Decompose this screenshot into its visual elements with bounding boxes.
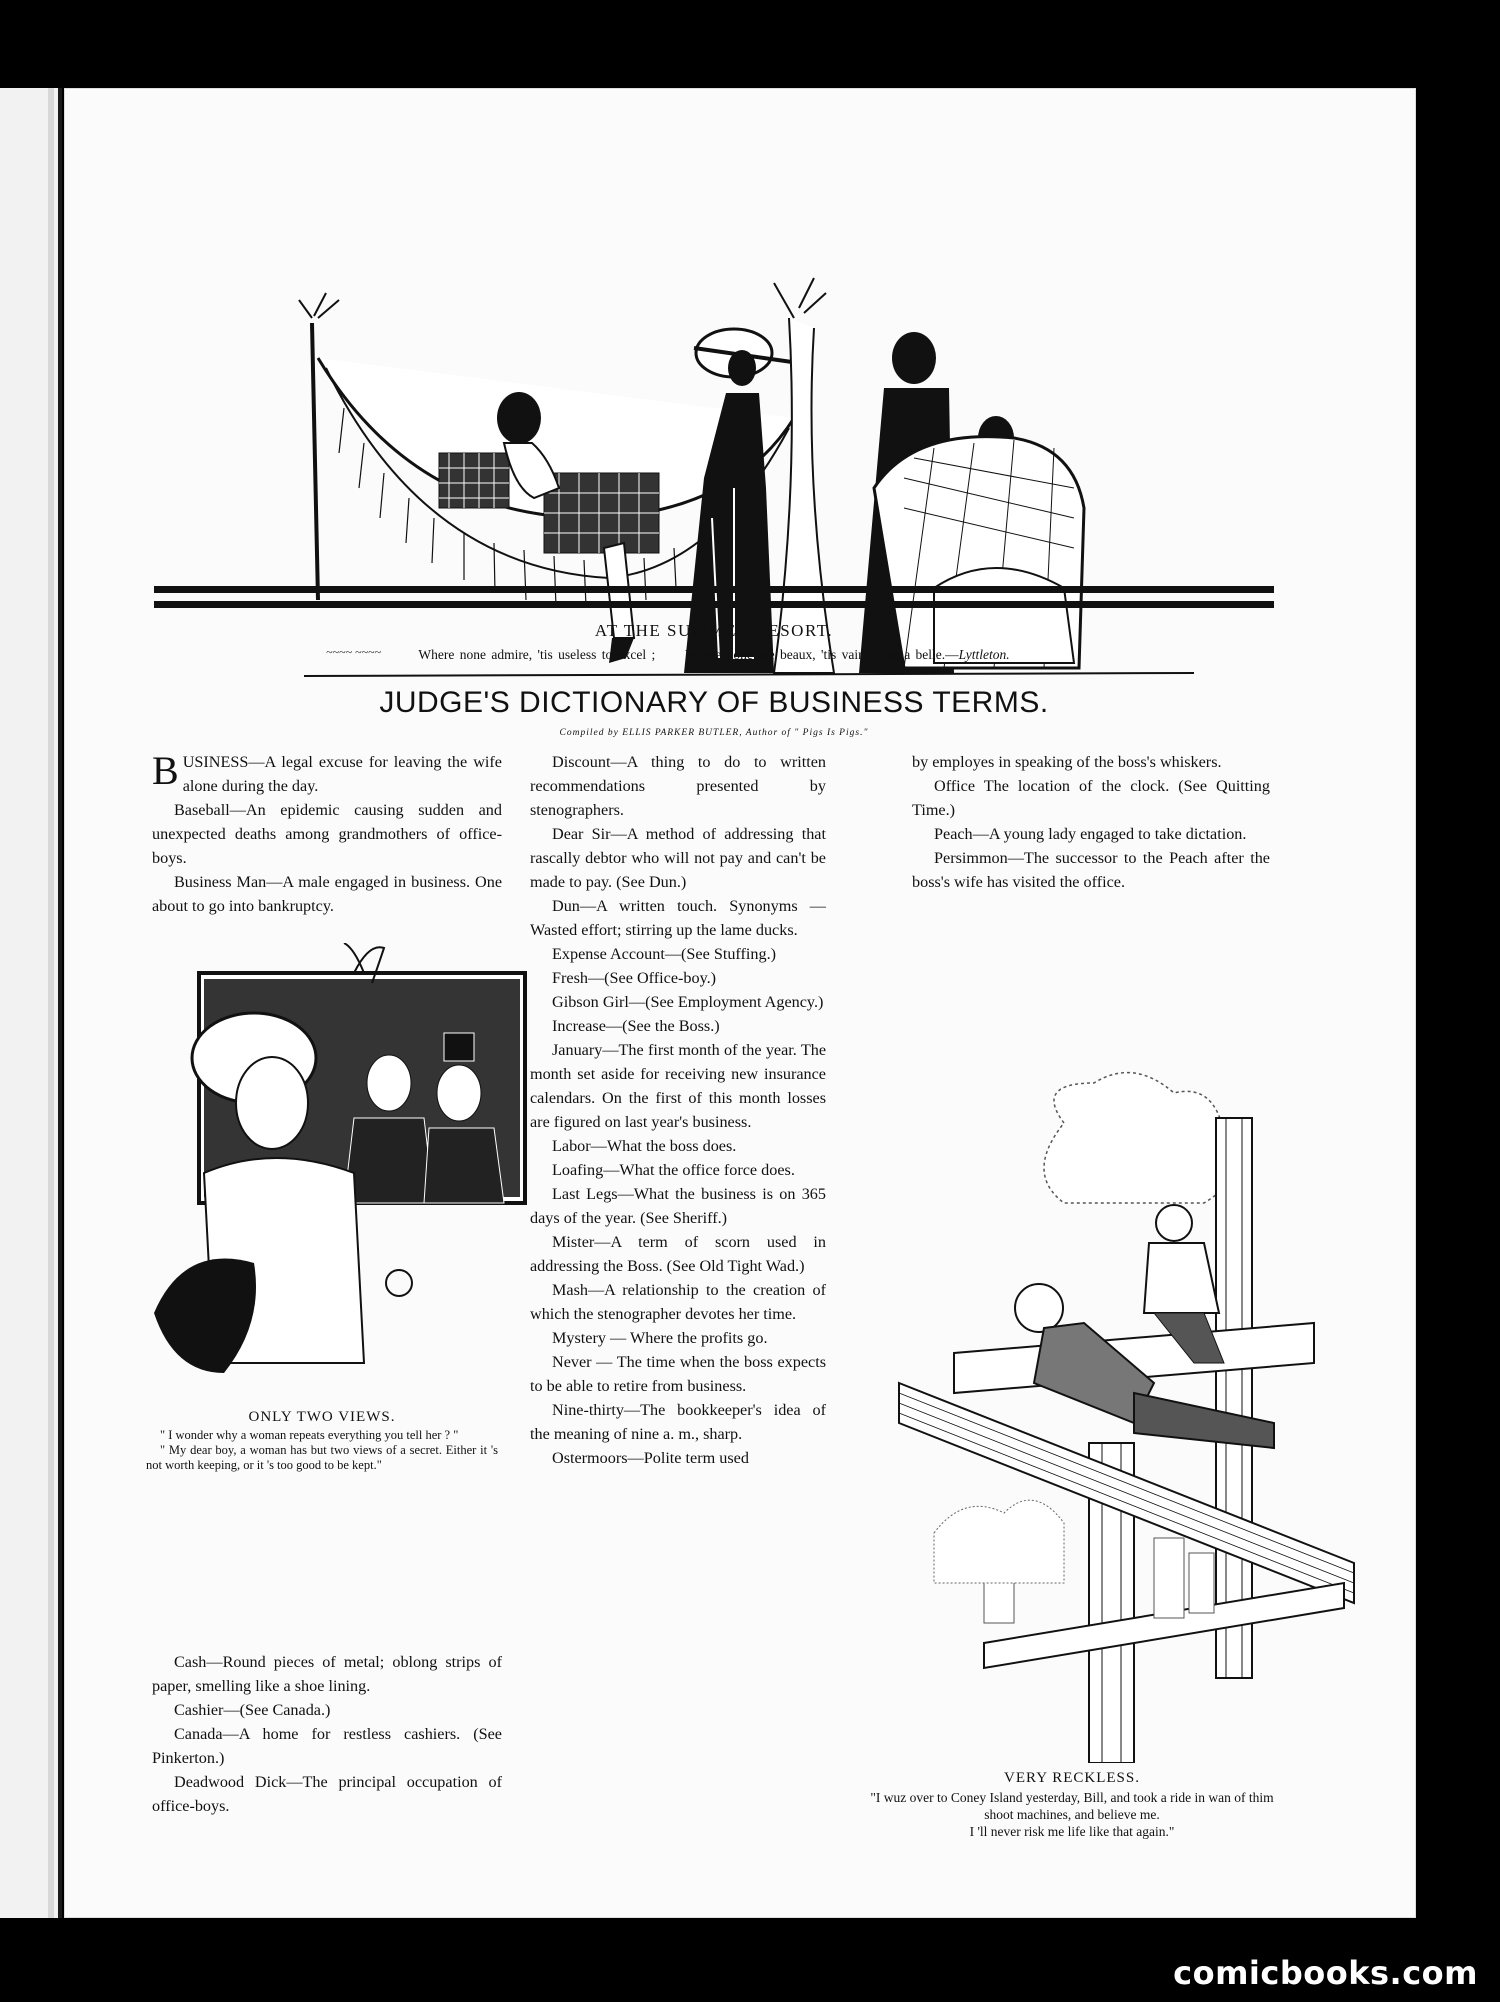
entry-cash: Cash—Round pieces of metal; oblong strips of paper, smelling like a shoe lining.	[152, 1653, 502, 1695]
caption-line-1: "I wuz over to Coney Island yesterday, Bill, and took a ride in wan of thim shoot machines, and believe me.	[870, 1790, 1274, 1822]
entry-nine-thirty: Nine-thirty—The bookkeeper's idea of the meaning of nine a. m., sharp.	[530, 1401, 826, 1443]
double-rule	[154, 586, 1274, 608]
column-2	[530, 750, 826, 1470]
entry-canada: Canada—A home for restless cashiers. (See Pinkerton.)	[152, 1725, 502, 1767]
entry-fresh: Fresh—(See Office-boy.)	[552, 969, 717, 987]
entry-ostermoors-continued: by employes in speaking of the boss's whiskers.	[912, 753, 1222, 771]
entry-cashier: Cashier—(See Canada.)	[174, 1701, 331, 1719]
entry-business-man: Business Man—A male engaged in business. One about to go into bankruptcy.	[152, 873, 502, 915]
entry-dun: Dun—A written touch. Synonyms —Wasted effort; stirring up the lame ducks.	[530, 897, 826, 939]
entry-mister: Mister—A term of scorn used in addressing the Boss. (See Old Tight Wad.)	[530, 1233, 826, 1275]
quote-part-1: Where none admire, 'tis useless to excel ;	[418, 647, 656, 662]
entry-mash: Mash—A relationship to the creation of which the stenographer devotes her time.	[530, 1281, 826, 1323]
entry-office: Office The location of the clock. (See Quitting Time.)	[912, 777, 1270, 819]
entry-peach: Peach—A young lady engaged to take dictation.	[934, 825, 1247, 843]
caption-line-1: " I wonder why a woman repeats everything you tell her ? "	[160, 1428, 459, 1442]
article-byline: Compiled by ELLIS PARKER BUTLER, Author of " Pigs Is Pigs."	[559, 728, 869, 738]
column-1	[152, 750, 502, 918]
only-two-views-title: ONLY TWO VIEWS.	[248, 1409, 396, 1425]
summer-resort-caption	[154, 621, 1274, 663]
summer-resort-title: AT THE SUMMER RESORT.	[594, 621, 834, 640]
entry-business: BUSINESS—A legal excuse for leaving the wife alone during the day.	[152, 748, 502, 795]
entry-mystery: Mystery — Where the profits go.	[552, 1329, 768, 1347]
entry-persimmon: Persimmon—The successor to the Peach after the boss's wife has visited the office.	[912, 849, 1270, 891]
summer-resort-illustration	[214, 188, 1324, 683]
entry-labor: Labor—What the boss does.	[552, 1137, 737, 1155]
column-1-continued	[152, 1650, 502, 1818]
entry-expense-account: Expense Account—(See Stuffing.)	[552, 945, 777, 963]
very-reckless-caption	[856, 1770, 1288, 1840]
article-heading: JUDGE'S DICTIONARY OF BUSINESS TERMS.	[379, 686, 1049, 719]
only-two-views-illustration	[144, 943, 532, 1403]
entry-baseball: Baseball—An epidemic causing sudden and unexpected deaths among grandmothers of office-boys.	[152, 801, 502, 867]
entry-increase: Increase—(See the Boss.)	[552, 1017, 720, 1035]
entry-last-legs: Last Legs—What the business is on 365 days of the year. (See Sheriff.)	[530, 1185, 826, 1227]
magazine-page	[64, 88, 1416, 1918]
entry-loafing: Loafing—What the office force does.	[552, 1161, 795, 1179]
quote-author: Lyttleton.	[958, 647, 1010, 662]
entry-gibson-girl: Gibson Girl—(See Employment Agency.)	[552, 993, 824, 1011]
entry-ostermoors: Ostermoors—Polite term used	[552, 1449, 749, 1467]
site-watermark: comicbooks.com	[1173, 1954, 1478, 1992]
very-reckless-title: VERY RECKLESS.	[1004, 1770, 1140, 1786]
only-two-views-caption	[146, 1410, 498, 1473]
very-reckless-illustration	[834, 1063, 1364, 1763]
drop-cap: B	[152, 748, 179, 793]
caption-line-2: " My dear boy, a woman has but two views of a secret. Either it 's not worth keeping, or it 's too good to be kept."	[146, 1443, 498, 1472]
svg-text:~~~~ ~~~~: ~~~~ ~~~~	[326, 645, 381, 659]
entry-january: January—The first month of the year. The month set aside for receiving new insurance calendars. On the first of this month losses are figured on last year's business.	[530, 1041, 826, 1131]
summer-resort-quote	[154, 647, 1274, 663]
adjacent-page-edge	[0, 88, 62, 1918]
entry-never: Never — The time when the boss expects to be able to retire from business.	[530, 1353, 826, 1395]
caption-line-2: I 'll never risk me life like that again."	[969, 1824, 1175, 1839]
entry-deadwood-dick: Deadwood Dick—The principal occupation of office-boys.	[152, 1773, 502, 1815]
quote-part-2: Where none are beaux, 'tis vain to be a belle.—	[685, 647, 959, 662]
entry-dear-sir: Dear Sir—A method of addressing that rascally debtor who will not pay and can't be made to pay. (See Dun.)	[530, 825, 826, 891]
entry-discount: Discount—A thing to do to written recommendations presented by stenographers.	[530, 753, 826, 819]
column-3	[912, 750, 1270, 894]
